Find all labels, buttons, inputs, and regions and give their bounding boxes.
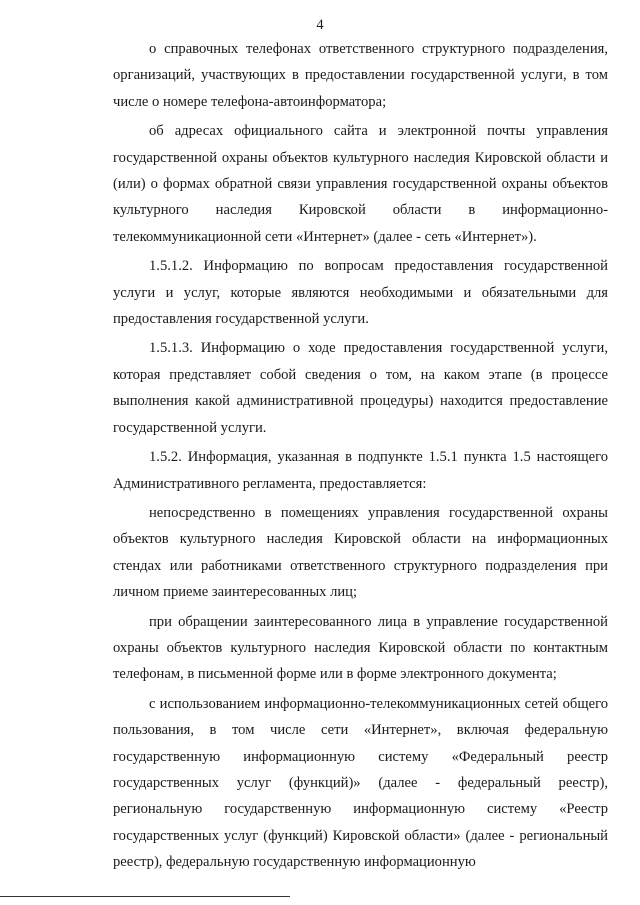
paragraph-1-5-1-3: 1.5.1.3. Информацию о ходе предоставления государственной услуги, которая представляет собой сведения о том, на каком этапе (в процессе выполнения какой административной процедуры) находится предоставление государственной услуги. [113, 340, 608, 436]
paragraph-1-5-1-2: 1.5.1.2. Информацию по вопросам предоставления государственной услуги и услуг, которые являются необходимыми и обязательными для предоставления государственной услуги. [113, 258, 608, 328]
paragraph-reference-phones: о справочных телефонах ответственного структурного подразделения, организаций, участвующих в предоставлении государственной услуги, в том числе о номере телефона-автоинформатора; [113, 41, 608, 110]
paragraph-via-networks: с использованием информационно-телекоммуникационных сетей общего пользования, в том числе сети «Интернет», включая федеральную государственную информационную систему «Федеральный реестр государственных услуг (функций)» (далее - федеральный реестр), региональную государственную информационную систему «Реестр государственных услуг (функций) Кировской области» (далее - региональный реестр), федеральную государственную информационную [113, 695, 608, 871]
document-body [113, 36, 608, 876]
paragraph-1-5-2: 1.5.2. Информация, указанная в подпункте 1.5.1 пункта 1.5 настоящего Административного регламента, предоставляется: [113, 449, 608, 492]
page-number: 4 [316, 17, 324, 33]
footnote-divider [0, 896, 290, 897]
paragraph-website-email: об адресах официального сайта и электронной почты управления государственной охраны объектов культурного наследия Кировской области и (или) о формах обратной связи управления государственной охраны объектов культурного наследия Кировской области в информационно-телекоммуникационной сети «Интернет» (далее - сеть «Интернет»). [113, 123, 608, 245]
paragraph-on-request: при обращении заинтересованного лица в управление государственной охраны объектов культурного наследия Кировской области по контактным телефонам, в письменной форме или в форме электронного документа; [113, 613, 608, 683]
paragraph-in-premises: непосредственно в помещениях управления государственной охраны объектов культурного наследия Кировской области на информационных стендах или работниками ответственного структурного подразделения при личном приеме заинтересованных лиц; [113, 504, 608, 601]
